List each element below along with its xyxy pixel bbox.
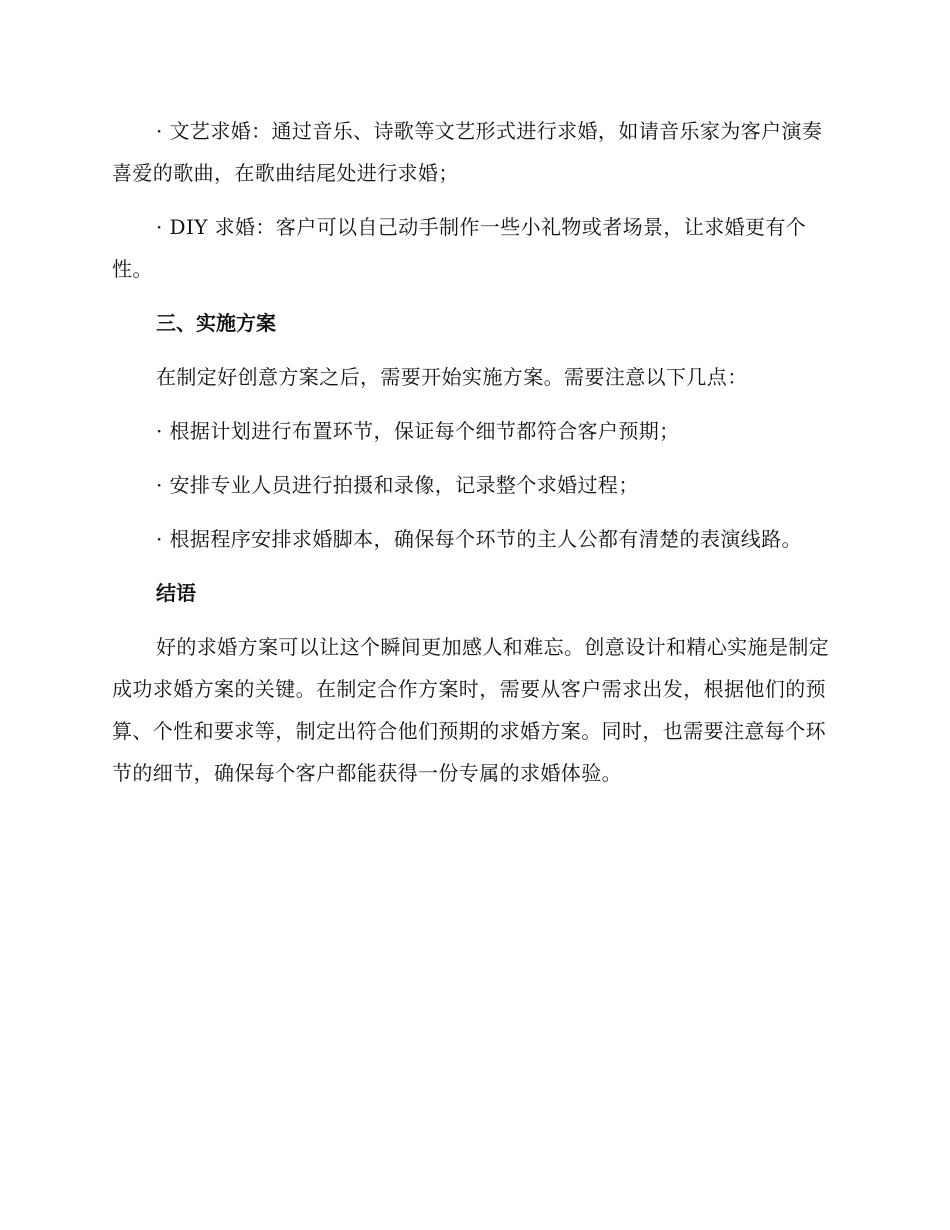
section-heading-implementation: 三、实施方案 [156, 311, 276, 335]
conclusion-paragraph: 好的求婚方案可以让这个瞬间更加感人和难忘。创意设计和精心实施是制定成功求婚方案的关键。在制定合作方案时，需要从客户需求出发，根据他们的预算、个性和要求等，制定出符合他们预期的求婚方案。同时，也需要注意每个环节的细节，确保每个客户都能获得一份专属的求婚体验。 [112, 635, 830, 785]
bullet-script: · 根据程序安排求婚脚本，确保每个环节的主人公都有清楚的表演线路。 [156, 527, 802, 551]
bullet-diy-proposal: · DIY 求婚：客户可以自己动手制作一些小礼物或者场景，让求婚更有个性。 [112, 215, 807, 281]
bullet-photography: · 安排专业人员进行拍摄和录像，记录整个求婚过程； [156, 473, 639, 497]
section-heading-conclusion: 结语 [156, 581, 196, 605]
bullet-setup: · 根据计划进行布置环节，保证每个细节都符合客户预期； [156, 419, 680, 443]
bullet-art-proposal: · 文艺求婚：通过音乐、诗歌等文艺形式进行求婚，如请音乐家为客户演奏喜爱的歌曲，在歌曲结尾处进行求婚； [112, 119, 823, 185]
document-body [112, 110, 832, 794]
implementation-intro: 在制定好创意方案之后，需要开始实施方案。需要注意以下几点： [156, 365, 748, 389]
